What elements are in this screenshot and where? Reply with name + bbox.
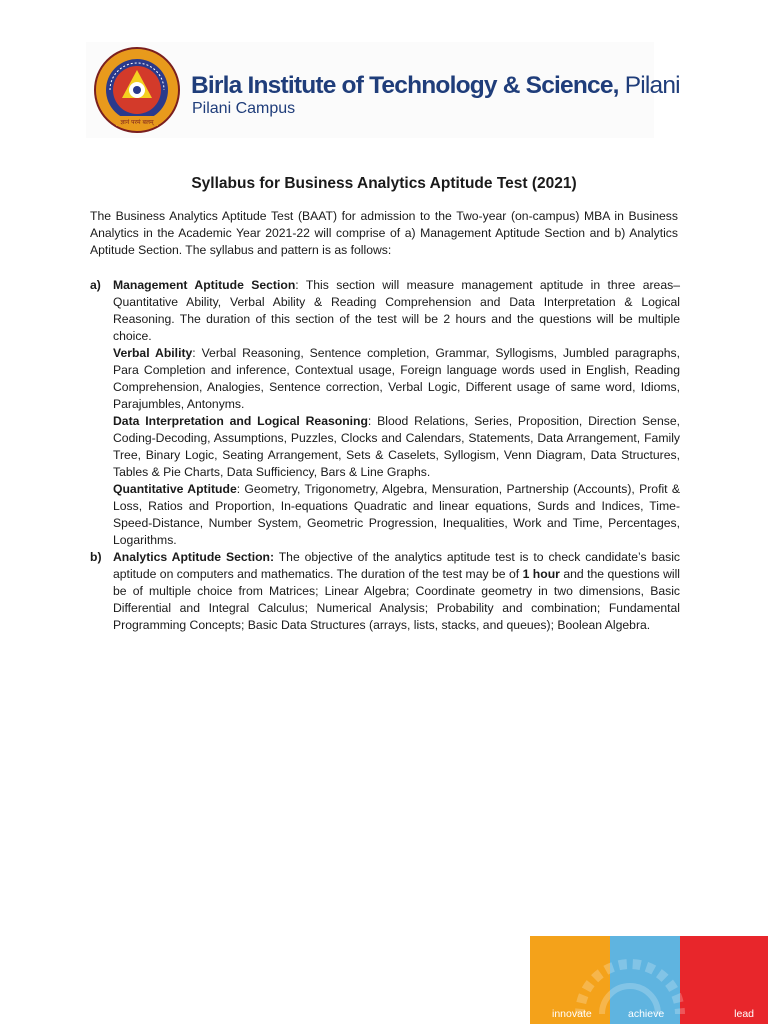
duration-value: 1 hour [522,567,560,581]
bits-logo [92,46,182,134]
subsection-heading: Verbal Ability [113,346,193,360]
section-management-aptitude [90,277,680,549]
section-a-intro: Management Aptitude Section: This section will measure management aptitude in three areas– Quantitative Ability, Verbal Ability & Reading Comprehension and Data Interpretation & Logical Reasoning. The duration of this section of the test will be 2 hours and the questions will be multiple choice. [113,278,680,343]
list-marker: a) [90,278,101,292]
footer-brand-strip [530,936,768,1024]
list-marker: b) [90,550,102,564]
letterhead [86,42,680,138]
innovate-label: innovate [552,1008,592,1020]
institution-name: Birla Institute of Technology & Science, Pilani [191,72,680,99]
campus-name: Pilani Campus [192,100,296,117]
section-heading: Analytics Aptitude Section: [113,550,275,564]
subsection-heading: Quantitative Aptitude [113,482,237,496]
lead-block [680,936,768,1024]
lead-label: lead [734,1008,754,1020]
section-analytics-aptitude [90,549,680,634]
verbal-ability: Verbal Ability: Verbal Reasoning, Sentence completion, Grammar, Syllogisms, Jumbled paragraphs, Para Completion and inference, Contextual usage, Foreign language words used in English, Reading Comprehension, Analogies, Sentence correction, Verbal Logic, Different usage of same word, Idioms, Parajumbles, Antonyms. [113,346,680,411]
svg-text:ज्ञानं परमं बलम्: ज्ञानं परमं बलम् [120,119,154,126]
achieve-label: achieve [628,1008,665,1020]
data-interpretation: Data Interpretation and Logical Reasoning: Blood Relations, Series, Proposition, Direction Sense, Coding-Decoding, Assumptions, Puzzles, Clocks and Calendars, Statements, Data Arrangement, Family Tree, Binary Logic, Seating Arrangement, Sets & Caselets, Syllogism, Venn Diagram, Data Structures, Tables & Pie Charts, Data Sufficiency, Bars & Line Graphs. [113,414,680,479]
subsection-heading: Data Interpretation and Logical Reasoning [113,414,368,428]
gear-icon [570,954,690,1014]
section-b-text: Analytics Aptitude Section: The objective of the analytics aptitude test is to check candidate’s basic aptitude on computers and mathematics. The duration of the test may be of 1 hour and the questions will be of multiple choice from Matrices; Linear Algebra; Coordinate geometry in two dimensions, Basic Differential and Integral Calculus; Numerical Analysis; Probability and combination; Fundamental Programming Concepts; Basic Data Structures (arrays, lists, stacks, and queues); Boolean Algebra. [113,550,680,632]
intro-paragraph: The Business Analytics Aptitude Test (BAAT) for admission to the Two-year (on-campus) MBA in Business Analytics in the Academic Year 2021-22 will comprise of a) Management Aptitude Section and b) Analytics Aptitude Section. The syllabus and pattern is as follows: [90,209,678,257]
section-heading: Management Aptitude Section [113,278,296,292]
quantitative-aptitude: Quantitative Aptitude: Geometry, Trigonometry, Algebra, Mensuration, Partnership (Accounts), Profit & Loss, Ratios and Proportion, In-equations Quadratic and linear equations, Surds and Indices, Time-Speed-Distance, Number System, Geometric Progression, Inequalities, Work and Time, Percentages, Logarithms. [113,482,680,547]
document-title: Syllabus for Business Analytics Aptitude Test (2021) [191,175,577,192]
